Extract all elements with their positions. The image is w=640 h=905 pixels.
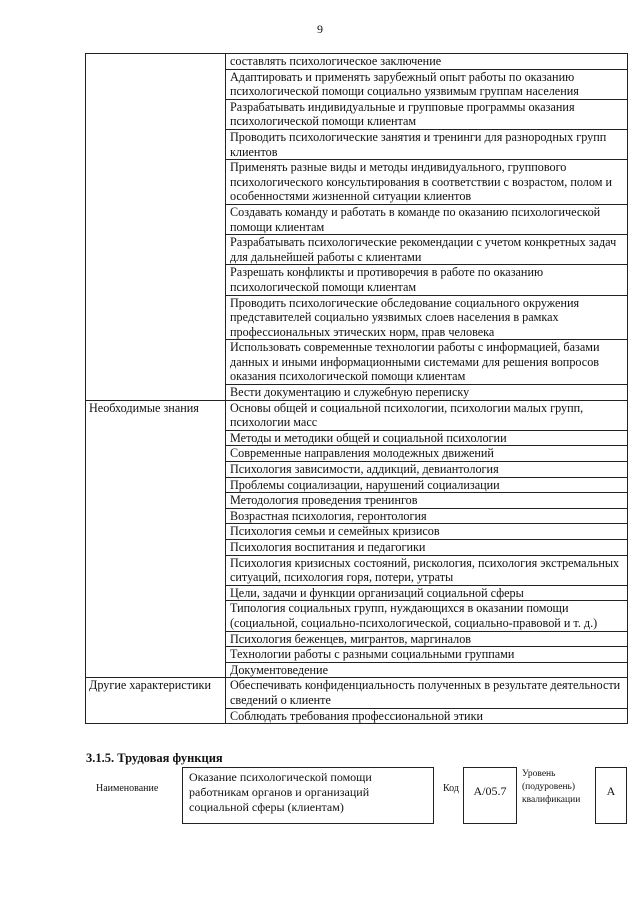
knowledge-item: Методология проведения тренингов — [226, 493, 628, 509]
skill-item: Создавать команду и работать в команде по оказанию психологической помощи клиентам — [226, 204, 628, 234]
knowledge-item: Психология семьи и семейных кризисов — [226, 524, 628, 540]
knowledge-item: Проблемы социализации, нарушений социализации — [226, 477, 628, 493]
knowledge-item: Цели, задачи и функции организаций социальной сферы — [226, 585, 628, 601]
level-label: Уровень (подуровень) квалификации — [522, 769, 581, 805]
knowledge-item: Возрастная психология, геронтология — [226, 508, 628, 524]
other-label: Другие характеристики — [86, 678, 226, 724]
knowledge-item: Современные направления молодежных движений — [226, 446, 628, 462]
page-number: 9 — [317, 22, 323, 36]
knowledge-item: Психология воспитания и педагогики — [226, 540, 628, 556]
table-row — [86, 678, 628, 708]
knowledge-item: Методы и методики общей и социальной психологии — [226, 430, 628, 446]
skill-item: составлять психологическое заключение — [226, 54, 628, 70]
knowledge-item: Технологии работы с разными социальными группами — [226, 647, 628, 663]
knowledge-label: Необходимые знания — [86, 400, 226, 678]
skill-item: Использовать современные технологии работы с информацией, базами данных и иными информационными системами для решения вопросов оказания психологической помощи клиентам — [226, 340, 628, 385]
knowledge-item: Психология кризисных состояний, рискология, психология экстремальных ситуаций, психология горя, потери, утраты — [226, 555, 628, 585]
name-label: Наименование — [96, 783, 159, 794]
other-item: Соблюдать требования профессиональной этики — [226, 708, 628, 724]
skill-item: Применять разные виды и методы индивидуального, группового психологического консультирования в соответствии с возрастом, полом и особенностями жизненной ситуации клиентов — [226, 160, 628, 205]
knowledge-item: Основы общей и социальной психологии, психологии малых групп, психологии масс — [226, 400, 628, 430]
skill-item: Разрабатывать индивидуальные и групповые программы оказания психологической помощи клиентам — [226, 99, 628, 129]
level-value: А — [595, 767, 627, 824]
requirements-table — [85, 53, 628, 724]
code-label: Код — [443, 783, 459, 794]
section-title: 3.1.5. Трудовая функция — [86, 751, 223, 765]
knowledge-item: Психология зависимости, аддикций, девиантология — [226, 462, 628, 478]
name-value: Оказание психологической помощи работникам органов и организаций социальной сферы (клиентам) — [182, 767, 434, 824]
skill-item: Вести документацию и служебную переписку — [226, 385, 628, 401]
table-row — [86, 54, 628, 70]
skills-label-cell — [86, 54, 226, 401]
other-item: Обеспечивать конфиденциальность полученных в результате деятельности сведений о клиенте — [226, 678, 628, 708]
knowledge-item: Психология беженцев, мигрантов, маргиналов — [226, 631, 628, 647]
knowledge-item: Типология социальных групп, нуждающихся в оказании помощи (социальной, социально-психологической, социально-правовой и т. д.) — [226, 601, 628, 631]
skill-item: Адаптировать и применять зарубежный опыт работы по оказанию психологической помощи социально уязвимым группам населения — [226, 69, 628, 99]
table-row — [86, 400, 628, 430]
knowledge-item: Документоведение — [226, 662, 628, 678]
labor-function-row — [86, 767, 630, 827]
skill-item: Проводить психологические занятия и тренинги для разнородных групп клиентов — [226, 129, 628, 159]
skill-item: Разрабатывать психологические рекомендации с учетом конкретных задач для дальнейшей работы с клиентами — [226, 235, 628, 265]
code-value: А/05.7 — [463, 767, 517, 824]
skill-item: Проводить психологические обследование социального окружения представителей социально уязвимых слоев населения в рамках профессиональных этических норм, прав человека — [226, 295, 628, 340]
skill-item: Разрешать конфликты и противоречия в работе по оказанию психологической помощи клиентам — [226, 265, 628, 295]
